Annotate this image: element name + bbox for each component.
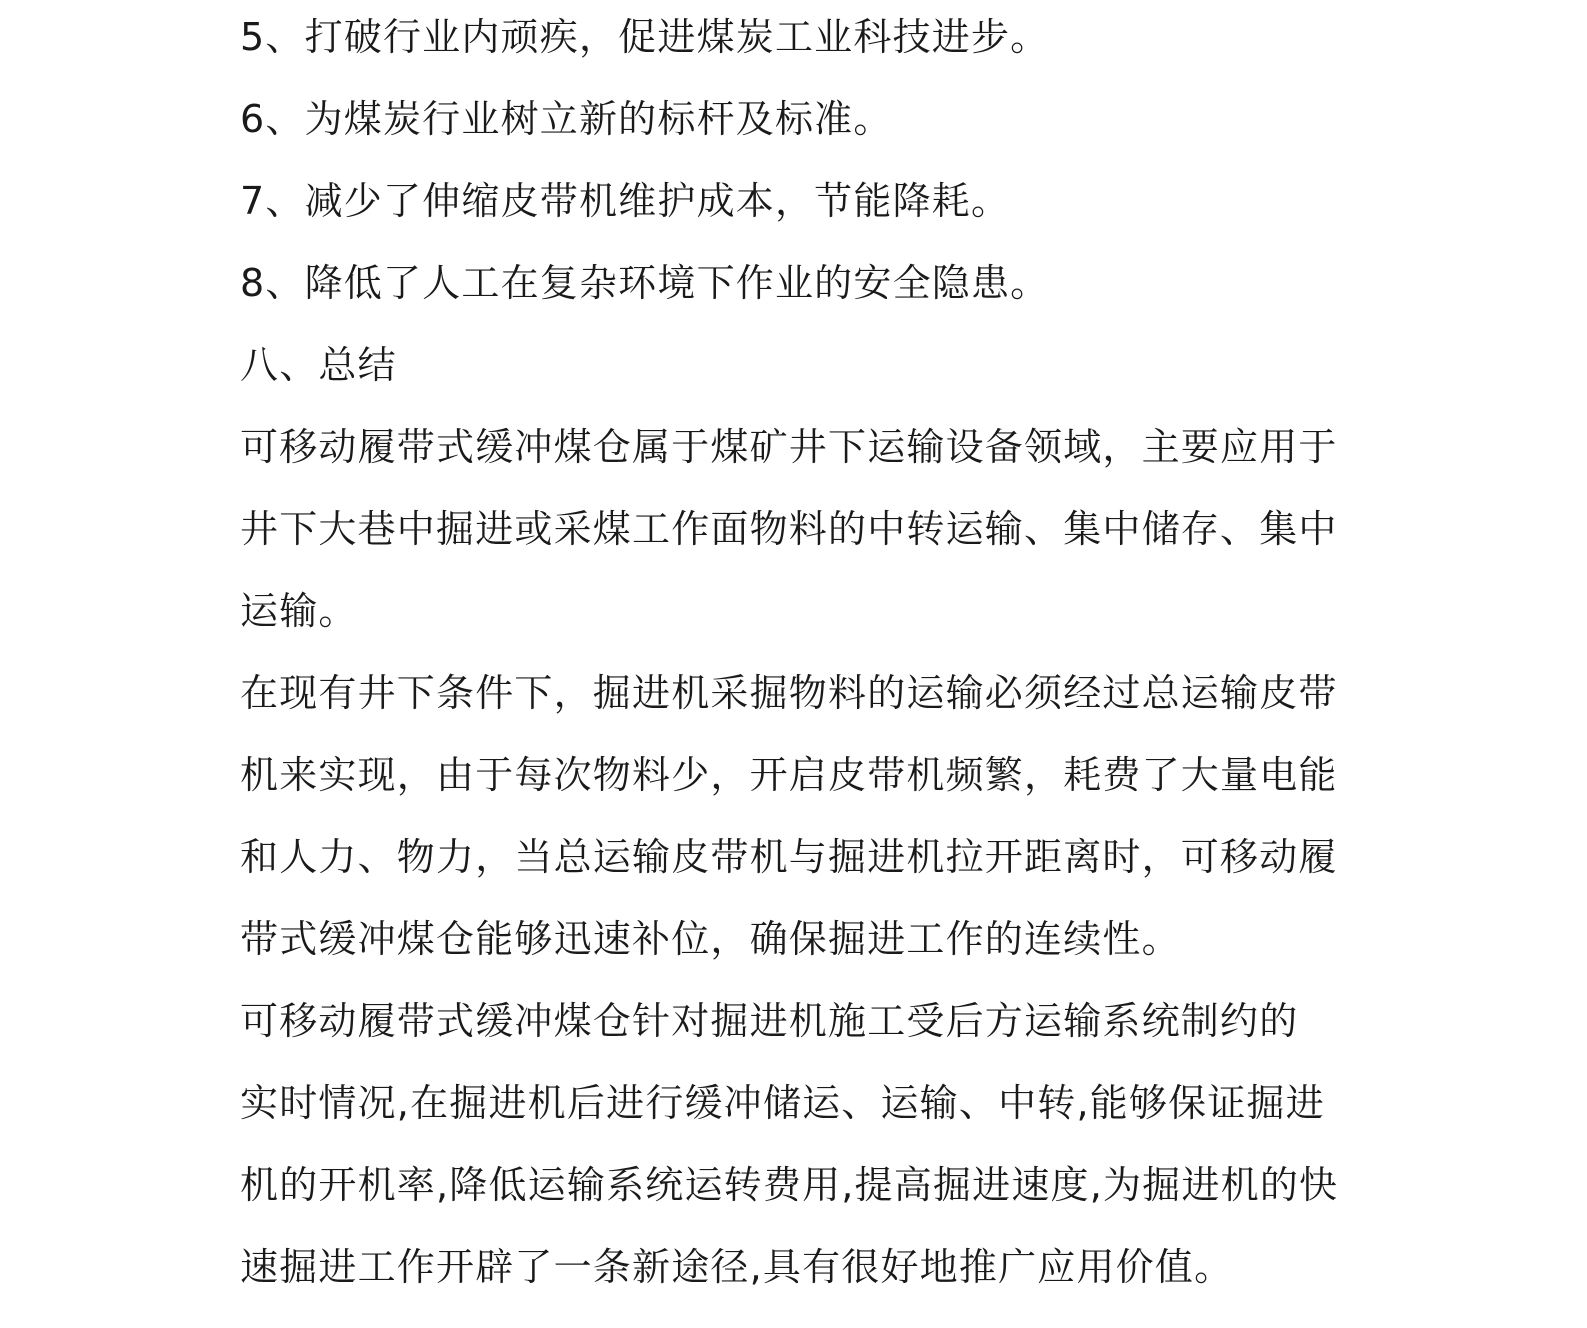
- paragraph-line: 运输。: [240, 589, 358, 633]
- paragraph-line: 带式缓冲煤仓能够迅速补位，确保掘进工作的连续性。: [240, 917, 1181, 961]
- paragraph-line: 在现有井下条件下，掘进机采掘物料的运输必须经过总运输皮带: [240, 671, 1338, 715]
- section-heading: 八、总结: [240, 343, 397, 387]
- list-item: 6、为煤炭行业树立新的标杆及标准。: [240, 97, 893, 141]
- paragraph-line: 井下大巷中掘进或采煤工作面物料的中转运输、集中储存、集中: [240, 507, 1338, 551]
- paragraph-line: 速掘进工作开辟了一条新途径,具有很好地推广应用价值。: [240, 1245, 1234, 1289]
- list-item: 8、降低了人工在复杂环境下作业的安全隐患。: [240, 261, 1050, 305]
- paragraph-line: 和人力、物力，当总运输皮带机与掘进机拉开距离时，可移动履: [240, 835, 1338, 879]
- paragraph-line: 可移动履带式缓冲煤仓针对掘进机施工受后方运输系统制约的: [240, 999, 1299, 1043]
- paragraph-line: 实时情况,在掘进机后进行缓冲储运、运输、中转,能够保证掘进: [240, 1081, 1325, 1125]
- document-body: [240, 0, 1350, 1308]
- list-item: 7、减少了伸缩皮带机维护成本，节能降耗。: [240, 179, 1011, 223]
- paragraph-line: 机的开机率,降低运输系统运转费用,提高掘进速度,为掘进机的快: [240, 1163, 1339, 1207]
- paragraph-line: 可移动履带式缓冲煤仓属于煤矿井下运输设备领域，主要应用于: [240, 425, 1338, 469]
- paragraph-line: 机来实现，由于每次物料少，开启皮带机频繁，耗费了大量电能: [240, 753, 1338, 797]
- list-item: 5、打破行业内顽疾，促进煤炭工业科技进步。: [240, 15, 1050, 59]
